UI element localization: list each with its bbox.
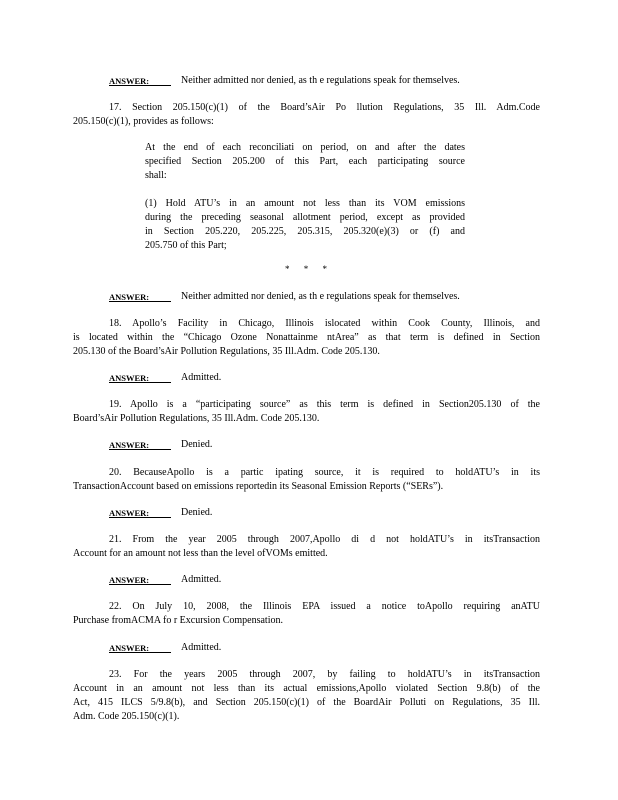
answer-17 xyxy=(109,290,460,305)
quote-line: 205.750 of this Part; xyxy=(145,240,227,251)
answer-label: ANSWER: xyxy=(109,292,171,302)
section-break-stars: * * * xyxy=(285,264,333,274)
answer-label: ANSWER: xyxy=(109,373,171,383)
paragraph-line: 21. From the year 2005 through 2007,Apollo di d not holdATU’s in itsTransaction xyxy=(109,534,540,545)
paragraph-line: Adm. Code 205.150(c)(1). xyxy=(73,711,180,722)
paragraph-line: 19. Apollo is a “participating source” as this term is defined in Section205.130 of the xyxy=(109,399,540,410)
paragraph-22 xyxy=(73,600,540,628)
paragraph-23 xyxy=(73,668,540,724)
paragraph-line: Board’sAir Pollution Regulations, 35 Ill.Adm. Code 205.130. xyxy=(73,413,320,424)
paragraph-line: Purchase fromACMA fo r Excursion Compensation. xyxy=(73,615,283,626)
answer-label: ANSWER: xyxy=(109,76,171,86)
paragraph-line: TransactionAccount based on emissions reportedin its Seasonal Emission Reports (“SERs”). xyxy=(73,481,444,492)
answer-label: ANSWER: xyxy=(109,508,171,518)
quote-line: At the end of each reconciliati on period, on and after the dates xyxy=(145,142,465,153)
paragraph-line: 205.150(c)(1), provides as follows: xyxy=(73,116,214,127)
quote-line: in Section 205.220, 205.225, 205.315, 205.320(e)(3) or (f) and xyxy=(145,226,465,237)
paragraph-line: 22. On July 10, 2008, the Illinois EPA issued a notice toApollo requiring anATU xyxy=(109,601,540,612)
paragraph-20 xyxy=(73,466,540,494)
paragraph-19 xyxy=(73,398,540,426)
answer-label: ANSWER: xyxy=(109,575,171,585)
quote-line: shall: xyxy=(145,170,167,181)
answer-text: Admitted. xyxy=(181,642,222,653)
answer-21 xyxy=(109,573,222,588)
quote-line: during the preceding seasonal allotment period, except as provided xyxy=(145,212,465,223)
paragraph-line: is located within the “Chicago Ozone Nonattainme ntArea” as that term is defined in Section xyxy=(73,332,540,343)
answer-text: Denied. xyxy=(181,439,213,450)
quote-line: (1) Hold ATU’s in an amount not less than its VOM emissions xyxy=(145,198,465,209)
paragraph-line: 17. Section 205.150(c)(1) of the Board’sAir Po llution Regulations, 35 Ill. Adm.Code xyxy=(109,102,540,113)
answer-19 xyxy=(109,438,213,453)
paragraph-18 xyxy=(73,317,540,359)
answer-text: Denied. xyxy=(181,507,213,518)
paragraph-line: Account for an amount not less than the level ofVOMs emitted. xyxy=(73,548,328,559)
answer-text: Neither admitted nor denied, as th e regulations speak for themselves. xyxy=(181,75,460,86)
paragraph-line: Account in an amount not less than its actual emissions,Apollo violated Section 9.8(b) of the xyxy=(73,683,540,694)
answer-text: Admitted. xyxy=(181,574,222,585)
paragraph-17 xyxy=(73,101,540,129)
answer-20 xyxy=(109,506,213,521)
paragraph-21 xyxy=(73,533,540,561)
paragraph-line: 18. Apollo’s Facility in Chicago, Illinois islocated within Cook County, Illinois, and xyxy=(109,318,540,329)
answer-22 xyxy=(109,641,222,656)
paragraph-line: Act, 415 ILCS 5/9.8(b), and Section 205.150(c)(1) of the BoardAir Polluti on Regulations, 35 Ill. xyxy=(73,697,540,708)
paragraph-line: 205.130 of the Board’sAir Pollution Regulations, 35 Ill.Adm. Code 205.130. xyxy=(73,346,380,357)
answer-text: Neither admitted nor denied, as th e regulations speak for themselves. xyxy=(181,291,460,302)
answer-18 xyxy=(109,371,222,386)
quoted-regulation xyxy=(145,141,465,253)
paragraph-line: 20. BecauseApollo is a partic ipating source, it is required to holdATU’s in its xyxy=(109,467,540,478)
quote-line: specified Section 205.200 of this Part, each participating source xyxy=(145,156,465,167)
answer-label: ANSWER: xyxy=(109,440,171,450)
answer-text: Admitted. xyxy=(181,372,222,383)
answer-16 xyxy=(109,74,460,89)
paragraph-line: 23. For the years 2005 through 2007, by failing to holdATU’s in itsTransaction xyxy=(109,669,540,680)
answer-label: ANSWER: xyxy=(109,643,171,653)
